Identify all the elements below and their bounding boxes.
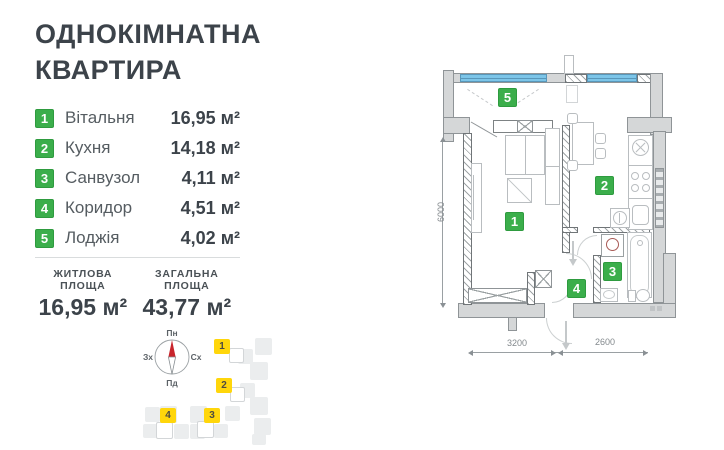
dining-table (572, 122, 594, 165)
plan-label-corridor: 4 (567, 279, 586, 298)
wall-hatch-segment (637, 74, 651, 83)
legend-row-corridor (35, 193, 240, 223)
living-area-label: ЖИТЛОВА ПЛОЩА (53, 268, 113, 292)
building-block (255, 338, 272, 355)
sofa-cushion-split (546, 166, 559, 167)
wall-detail (650, 306, 655, 311)
page-title-line2: КВАРТИРА (35, 55, 182, 85)
tv-stand-detail (473, 175, 474, 220)
legend-row-living (35, 103, 240, 133)
entrance-arrow-line (565, 321, 567, 343)
compass-north-label: Пн (166, 328, 178, 338)
washer-drum (606, 238, 619, 251)
wall-loggia-corner (443, 117, 470, 134)
room-number-badge: 4 (35, 199, 54, 218)
plan-label-living: 1 (505, 212, 524, 231)
room-name: Кухня (65, 138, 111, 157)
sink-basin (603, 290, 615, 299)
divider-line (35, 257, 240, 258)
building-block (225, 406, 240, 421)
toilet-tank (628, 290, 636, 302)
building-label-4: 4 (160, 408, 176, 423)
room-area: 16,95 м² (170, 107, 240, 128)
stove-burner (642, 184, 650, 192)
total-area-value: 43,77 м² (142, 294, 232, 320)
room-name: Санвузол (65, 168, 141, 187)
room-legend (35, 103, 240, 253)
building-block (174, 424, 189, 439)
living-area-summary (35, 268, 131, 321)
room-number-badge: 3 (35, 169, 54, 188)
building-highlight (229, 348, 244, 363)
wardrobe (468, 288, 527, 303)
plan-label-bathroom: 3 (603, 262, 622, 281)
building-block (252, 434, 266, 445)
kitchen-sink (632, 205, 649, 225)
chair (567, 113, 578, 124)
bathroom-door-arc (577, 235, 597, 255)
balcony-unit-xbox (517, 120, 533, 133)
wall-closet-stub (527, 272, 535, 305)
wall-hatch-segment (565, 74, 587, 83)
dim-width-left: 3200 (506, 338, 528, 348)
legend-row-bathroom (35, 163, 240, 193)
building-block (250, 397, 268, 415)
dim-arrow (558, 350, 563, 356)
building-label-1: 1 (214, 339, 230, 354)
wall-bottom-left (458, 303, 545, 318)
kitchen-window (587, 74, 637, 82)
stove-burner (642, 172, 650, 180)
room-area: 4,51 м² (180, 197, 240, 218)
living-area-value: 16,95 м² (38, 294, 128, 320)
room-number-badge: 1 (35, 109, 54, 128)
stove-burner (631, 184, 639, 192)
site-minimap (140, 330, 275, 445)
floor-plan (425, 45, 724, 365)
corridor-arrow-head (569, 259, 577, 266)
wall-detail (657, 306, 662, 311)
dim-arrow (440, 137, 446, 142)
total-area-label: ЗАГАЛЬНА ПЛОЩА (155, 268, 219, 292)
room-name: Вітальня (65, 108, 135, 127)
dim-arrow (440, 303, 446, 308)
vent-shaft-inner (566, 85, 578, 103)
entrance-door-arc (546, 318, 572, 344)
chair (595, 148, 606, 159)
corridor-arrow-line (572, 241, 574, 259)
wall-center-hatched (562, 125, 570, 253)
building-highlight (197, 421, 214, 438)
dim-width-right: 2600 (594, 337, 616, 347)
water-heater-detail (619, 213, 620, 223)
chair (567, 160, 578, 171)
building-highlight (156, 422, 173, 439)
legend-row-loggia (35, 223, 240, 253)
living-door-arc (566, 253, 592, 279)
toilet-bowl (636, 289, 650, 302)
room-name: Коридор (65, 198, 133, 217)
room-area: 4,11 м² (181, 167, 240, 188)
building-label-2: 2 (216, 378, 232, 393)
vent-shaft (564, 55, 574, 74)
dim-height: 6000 (436, 201, 446, 223)
plan-label-kitchen: 2 (595, 176, 614, 195)
window-projection-line (513, 89, 539, 106)
coffee-table (507, 178, 532, 203)
room-area: 4,02 м² (180, 227, 240, 248)
counter-divider (629, 165, 652, 166)
room-name: Лоджія (65, 228, 120, 247)
dim-arrow (643, 350, 648, 356)
bathtub-drain (637, 240, 643, 246)
dim-arrow (551, 350, 556, 356)
room-area: 14,18 м² (170, 137, 240, 158)
closet (535, 270, 552, 288)
building-block (145, 407, 160, 422)
wall-stub (562, 227, 578, 233)
total-area-summary (131, 268, 243, 321)
loggia-window (460, 74, 547, 82)
sofa-cushion-split (525, 136, 526, 174)
dim-arrow (468, 350, 473, 356)
building-highlight (230, 387, 245, 402)
page-title-line1: ОДНОКІМНАТНА (35, 19, 261, 49)
wall-insulation-marks (655, 168, 664, 228)
room-number-badge: 2 (35, 139, 54, 158)
plan-label-loggia: 5 (498, 88, 517, 107)
counter-divider (629, 198, 652, 199)
room-number-badge: 5 (35, 229, 54, 248)
legend-row-kitchen (35, 133, 240, 163)
building-label-3: 3 (204, 408, 220, 423)
wall-column (508, 317, 517, 331)
area-summary (35, 268, 243, 321)
building-block (254, 418, 271, 435)
window-projection-line (467, 89, 493, 106)
compass-west-label: Зх (142, 352, 154, 362)
entrance-arrow-head (562, 343, 570, 350)
building-block (143, 424, 157, 438)
water-heater-dial (613, 211, 627, 225)
building-block (214, 424, 228, 438)
stove-burner (631, 172, 639, 180)
page-title (35, 16, 261, 88)
building-block (250, 362, 268, 380)
chair (595, 133, 606, 144)
compass-east-label: Сх (190, 352, 202, 362)
compass-south-label: Пд (166, 378, 178, 388)
